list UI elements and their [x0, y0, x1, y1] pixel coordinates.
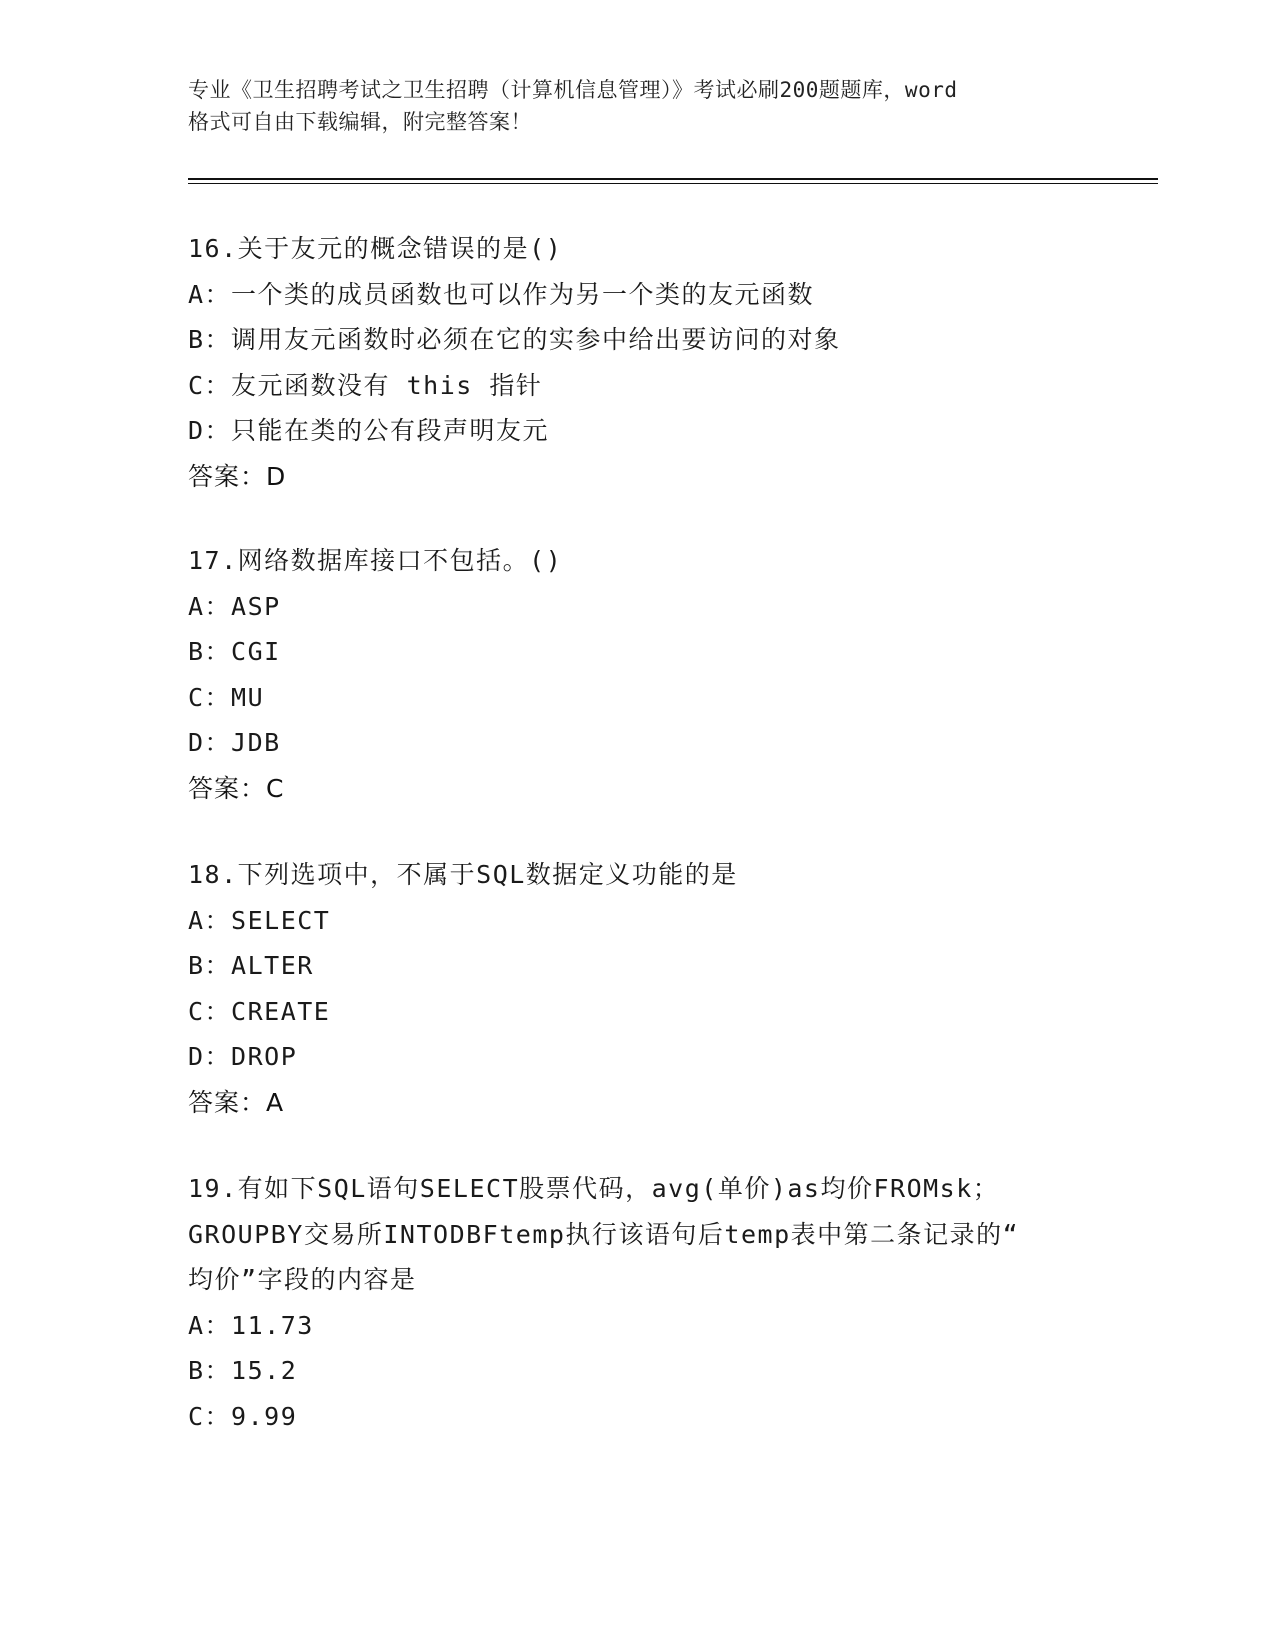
option-b: B：调用友元函数时必须在它的实参中给出要访问的对象 — [188, 325, 841, 354]
option-d: D：DROP — [188, 1042, 298, 1071]
header-title-line-1: 专业《卫生招聘考试之卫生招聘（计算机信息管理）》考试必刷200题题库，word — [188, 78, 958, 102]
option-c: C：9.99 — [188, 1401, 298, 1431]
question-stem: 18.下列选项中，不属于SQL数据定义功能的是 — [188, 860, 738, 889]
option-b: B：15.2 — [188, 1356, 298, 1385]
option-b: B：ALTER — [188, 951, 314, 980]
option-b: B：CGI — [188, 637, 281, 666]
option-a: A：一个类的成员函数也可以作为另一个类的友元函数 — [188, 279, 815, 309]
option-d: D：只能在类的公有段声明友元 — [188, 416, 550, 445]
question-16 — [188, 226, 1088, 499]
question-17 — [188, 538, 1088, 811]
option-a: A：ASP — [188, 591, 281, 621]
header-divider-top — [188, 178, 1158, 180]
option-c: C：CREATE — [188, 996, 331, 1026]
question-stem: 16.关于友元的概念错误的是() — [188, 234, 563, 263]
option-d: D：JDB — [188, 728, 281, 757]
question-stem-line-1: 19.有如下SQL语句SELECT股票代码，avg(单价)as均价FROMsk； — [188, 1174, 1000, 1203]
question-stem-line-3: 均价”字段的内容是 — [188, 1265, 417, 1294]
option-a: A：SELECT — [188, 905, 331, 935]
option-c: C：友元函数没有 this 指针 — [188, 370, 543, 400]
answer: 答案：A — [188, 1087, 285, 1117]
answer: 答案：C — [188, 773, 285, 803]
question-18 — [188, 852, 1088, 1125]
question-stem: 17.网络数据库接口不包括。() — [188, 546, 563, 575]
answer: 答案：D — [188, 461, 287, 491]
option-c: C：MU — [188, 682, 265, 712]
header-title-line-2: 格式可自由下载编辑，附完整答案！ — [188, 110, 532, 134]
header-divider-bottom — [188, 183, 1158, 184]
document-header — [188, 74, 1088, 138]
question-19 — [188, 1166, 1088, 1439]
option-a: A：11.73 — [188, 1310, 314, 1340]
question-stem-line-2: GROUPBY交易所INTODBFtemp执行该语句后temp表中第二条记录的“ — [188, 1219, 1020, 1249]
